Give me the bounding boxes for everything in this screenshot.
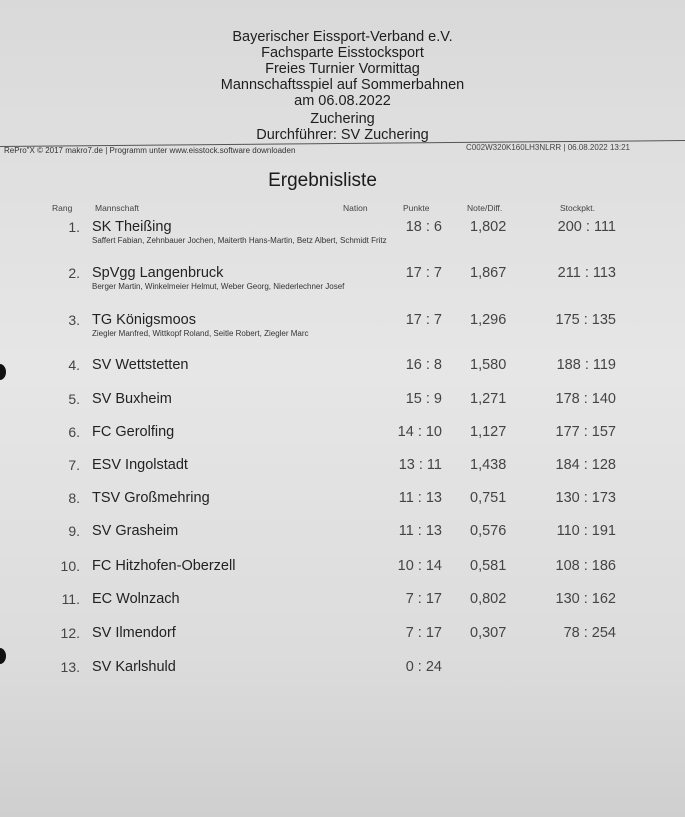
points-cell: 16 : 8: [405, 357, 442, 373]
header-competition: Mannschaftsspiel auf Sommerbahnen: [220, 77, 465, 93]
rank-cell: 3.: [68, 312, 80, 328]
team-name: SpVgg Langenbruck: [92, 265, 224, 281]
points-cell: 7 : 17: [405, 591, 442, 607]
stock-points-cell: 177 : 157: [555, 424, 616, 440]
stock-points-cell: 175 : 135: [555, 312, 616, 328]
table-row: [0, 219, 685, 249]
stock-points-cell: 200 : 111: [557, 219, 616, 235]
table-row: [0, 558, 685, 588]
column-header-mannschaft: Mannschaft: [95, 203, 139, 213]
team-name: SV Wettstetten: [92, 357, 189, 373]
team-name: SV Ilmendorf: [92, 625, 176, 641]
quotient-cell: 1,802: [470, 219, 507, 235]
team-name: SV Grasheim: [92, 523, 179, 539]
stock-points-cell: 184 : 128: [555, 457, 616, 473]
quotient-cell: 0,576: [470, 523, 507, 539]
document-code: C002W320K160LH3NLRR | 06.08.2022 13:21: [466, 143, 630, 152]
rank-cell: 5.: [68, 391, 80, 407]
stock-points-cell: 108 : 186: [555, 558, 616, 574]
points-cell: 0 : 24: [405, 659, 442, 675]
stock-points-cell: 188 : 119: [556, 357, 616, 373]
table-row: [0, 659, 685, 689]
points-cell: 11 : 13: [398, 523, 442, 539]
table-row: [0, 523, 685, 553]
stock-points-cell: 178 : 140: [555, 391, 616, 407]
quotient-cell: 1,296: [470, 312, 507, 328]
team-players: Berger Martin, Winkelmeier Helmut, Weber Georg, Niederlechner Josef: [92, 282, 345, 291]
points-cell: 13 : 11: [398, 457, 442, 473]
column-header-stockpunkte: Stockpkt.: [560, 203, 595, 213]
points-cell: 7 : 17: [405, 625, 442, 641]
stock-points-cell: 211 : 113: [557, 265, 616, 281]
points-cell: 11 : 13: [398, 490, 442, 506]
table-row: [0, 591, 685, 621]
column-header-punkte: Punkte: [403, 203, 430, 213]
quotient-cell: 1,580: [470, 357, 507, 373]
table-row: [0, 312, 685, 342]
page-title: Ergebnisliste: [268, 170, 377, 191]
table-row: [0, 490, 685, 520]
rank-cell: 13.: [60, 659, 80, 675]
header-tournament: Freies Turnier Vormittag: [265, 61, 420, 77]
column-header-rang: Rang: [52, 203, 73, 213]
stock-points-cell: 130 : 162: [555, 591, 616, 607]
quotient-cell: 0,802: [470, 591, 507, 607]
header-division: Fachsparte Eisstocksport: [261, 45, 424, 61]
stock-points-cell: 130 : 173: [555, 490, 616, 506]
points-cell: 17 : 7: [405, 312, 442, 328]
quotient-cell: 1,438: [470, 457, 507, 473]
team-name: SV Karlshuld: [92, 659, 176, 675]
quotient-cell: 1,867: [470, 265, 507, 281]
points-cell: 10 : 14: [397, 558, 442, 574]
points-cell: 17 : 7: [405, 265, 442, 281]
team-name: SV Buxheim: [92, 391, 172, 407]
table-row: [0, 424, 685, 454]
points-cell: 15 : 9: [405, 391, 442, 407]
header-date: am 06.08.2022: [294, 93, 391, 109]
quotient-cell: 1,127: [470, 424, 507, 440]
team-name: TG Königsmoos: [92, 312, 196, 328]
table-row: [0, 357, 685, 387]
table-row: [0, 457, 685, 487]
rank-cell: 12.: [60, 625, 80, 641]
header-organizer: Durchführer: SV Zuchering: [256, 127, 429, 143]
stock-points-cell: 78 : 254: [563, 625, 616, 641]
team-players: Ziegler Manfred, Wittkopf Roland, Seitle Robert, Ziegler Marc: [92, 329, 309, 338]
header-association: Bayerischer Eissport-Verband e.V.: [232, 29, 453, 45]
quotient-cell: 1,271: [470, 391, 507, 407]
team-name: FC Hitzhofen-Oberzell: [92, 558, 236, 574]
quotient-cell: 0,751: [470, 490, 507, 506]
rank-cell: 11.: [61, 591, 80, 607]
software-credit: RePro"X © 2017 makro7.de | Programm unter www.eisstock.software downloaden: [4, 146, 296, 155]
rank-cell: 7.: [68, 457, 80, 473]
team-name: TSV Großmehring: [92, 490, 210, 506]
table-row: [0, 391, 685, 421]
rank-cell: 2.: [68, 265, 80, 281]
rank-cell: 1.: [68, 219, 80, 235]
quotient-cell: 0,581: [470, 558, 507, 574]
column-header-note: Note/Diff.: [467, 203, 503, 213]
column-header-nation: Nation: [343, 203, 368, 213]
table-row: [0, 265, 685, 295]
team-name: FC Gerolfing: [92, 424, 175, 440]
team-name: ESV Ingolstadt: [92, 457, 188, 473]
rank-cell: 8.: [68, 490, 80, 506]
rank-cell: 10.: [60, 558, 80, 574]
points-cell: 14 : 10: [397, 424, 442, 440]
team-players: Saffert Fabian, Zehnbauer Jochen, Maiterth Hans-Martin, Betz Albert, Schmidt Fritz: [92, 236, 387, 245]
rank-cell: 9.: [68, 523, 80, 539]
header-location: Zuchering: [310, 111, 375, 127]
table-row: [0, 625, 685, 655]
stock-points-cell: 110 : 191: [556, 523, 616, 539]
rank-cell: 4.: [68, 357, 80, 373]
team-name: SK Theißing: [92, 219, 172, 235]
quotient-cell: 0,307: [470, 625, 507, 641]
rank-cell: 6.: [68, 424, 80, 440]
team-name: EC Wolnzach: [92, 591, 180, 607]
points-cell: 18 : 6: [405, 219, 442, 235]
